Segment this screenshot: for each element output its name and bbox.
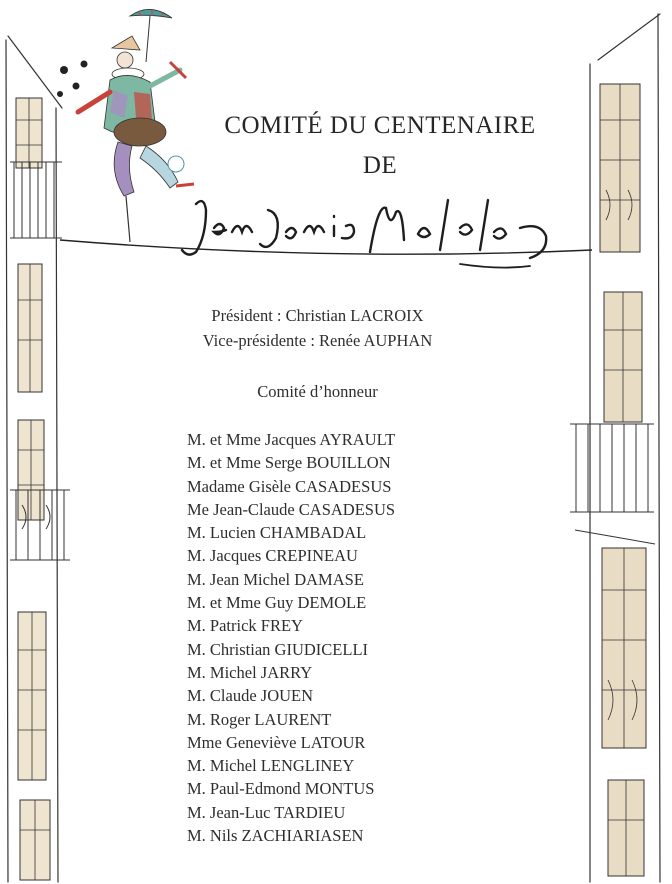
right-windows [600,84,646,876]
member-name: Madame Gisèle CASADESUS [187,476,392,496]
member-name: M. Jacques CREPINEAU [187,546,358,566]
member-name: Me Jean-Claude CASADESUS [187,499,396,519]
honor-committee-list [187,428,395,847]
member-name: M. Claude JOUEN [187,686,314,706]
officers-block [150,303,485,353]
right-roofline [598,14,660,60]
member-name: M. Paul-Edmond MONTUS [187,779,375,799]
member-name: M. Michel JARRY [187,662,313,682]
member-name: M. et Mme Serge BOUILLON [187,453,391,473]
member-name: M. et Mme Jacques AYRAULT [187,430,396,449]
member-name: M. Jean-Luc TARDIEU [187,802,346,822]
left-roofline [8,36,62,108]
tightrope [60,240,592,254]
member-name: M. Nils ZACHIARIASEN [187,826,364,846]
member-name: M. Christian GIUDICELLI [187,639,369,659]
member-name: M. Michel LENGLINEY [187,756,355,776]
left-windows [16,98,50,880]
member-name: M. Roger LAURENT [187,709,332,729]
member-name: M. et Mme Guy DEMOLE [187,593,367,613]
committee-title: COMITÉ DU CENTENAIRE [224,112,536,139]
president-line: Président : Christian LACROIX [211,306,424,325]
honor-committee-heading: Comité d’honneur [257,382,378,401]
signature-graphic [182,200,546,268]
member-name: Mme Geneviève LATOUR [187,732,366,752]
member-name: M. Jean Michel DAMASE [187,569,364,589]
committee-title-de: DE [362,152,398,179]
member-name: M. Lucien CHAMBADAL [187,523,367,543]
right-balcony [570,424,655,544]
vice-president-line: Vice-présidente : Renée AUPHAN [202,331,433,350]
member-name: M. Patrick FREY [187,616,303,636]
